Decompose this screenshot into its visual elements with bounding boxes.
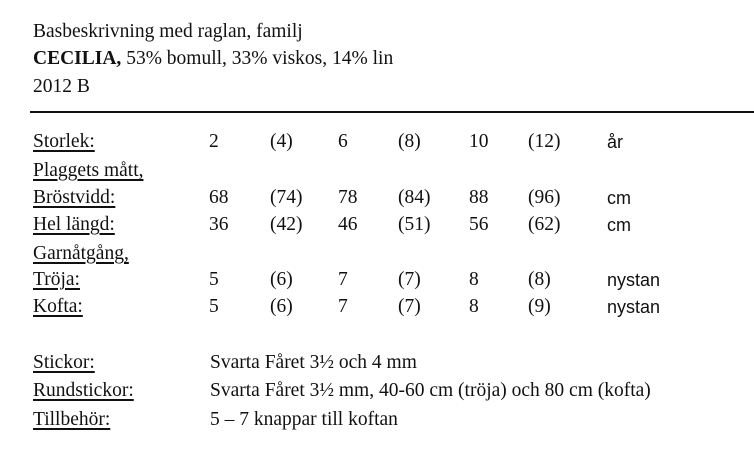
- sweater-row: [0, 267, 754, 293]
- pattern-title: [33, 47, 393, 71]
- yarn-composition: 53% bomull, 33% viskos, 14% lin: [121, 48, 394, 69]
- sweater-label: Tröja:: [33, 269, 80, 290]
- chest-value: (84): [398, 187, 431, 208]
- cardigan-value: (7): [398, 296, 421, 317]
- size-value: (4): [270, 131, 293, 152]
- cardigan-value: 7: [338, 296, 348, 317]
- cardigan-value: 5: [209, 296, 219, 317]
- sweater-value: (7): [398, 269, 421, 290]
- length-value: 46: [338, 214, 358, 235]
- measurements-heading: Plaggets mått,: [33, 160, 144, 181]
- chest-value: 68: [209, 187, 229, 208]
- size-value: (12): [528, 131, 561, 152]
- cardigan-value: (6): [270, 296, 293, 317]
- circular-needles-row: [0, 378, 754, 404]
- size-value: 6: [338, 131, 348, 152]
- needles-value: Svarta Fåret 3½ och 4 mm: [210, 352, 417, 373]
- size-value: 2: [209, 131, 219, 152]
- size-label: Storlek:: [33, 131, 95, 152]
- sweater-value: (8): [528, 269, 551, 290]
- size-row: [0, 129, 754, 155]
- size-value: 10: [469, 131, 489, 152]
- circular-needles-label: Rundstickor:: [33, 380, 134, 401]
- sweater-value: (6): [270, 269, 293, 290]
- sweater-unit: nystan: [607, 270, 661, 290]
- accessories-value: 5 – 7 knappar till koftan: [210, 409, 398, 430]
- sweater-value: 5: [209, 269, 219, 290]
- length-value: (42): [270, 214, 303, 235]
- cardigan-label: Kofta:: [33, 296, 83, 317]
- circular-needles-value: Svarta Fåret 3½ mm, 40-60 cm (tröja) och 80 cm (kofta): [210, 380, 651, 401]
- length-unit: cm: [607, 215, 631, 235]
- size-value: (8): [398, 131, 421, 152]
- cardigan-unit: nystan: [607, 297, 661, 317]
- chest-unit: cm: [607, 188, 631, 208]
- chest-value: (74): [270, 187, 303, 208]
- cardigan-row: [0, 294, 754, 320]
- chest-label: Bröstvidd:: [33, 187, 116, 208]
- sweater-value: 8: [469, 269, 479, 290]
- yarn-heading: Garnåtgång,: [33, 243, 129, 264]
- length-value: (51): [398, 214, 431, 235]
- sweater-value: 7: [338, 269, 348, 290]
- accessories-row: [0, 407, 754, 433]
- needles-label: Stickor:: [33, 352, 95, 373]
- length-value: 36: [209, 214, 229, 235]
- measurements-heading-row: [0, 158, 754, 184]
- chest-value: (96): [528, 187, 561, 208]
- needles-row: [0, 350, 754, 376]
- header-divider: [30, 111, 754, 113]
- length-value: 56: [469, 214, 489, 235]
- pattern-name: CECILIA,: [33, 48, 122, 69]
- yarn-heading-row: [0, 241, 754, 267]
- chest-value: 78: [338, 187, 358, 208]
- accessories-label: Tillbehör:: [33, 409, 111, 430]
- length-label: Hel längd:: [33, 214, 115, 235]
- description-line: Basbeskrivning med raglan, familj: [33, 21, 303, 42]
- pattern-code: 2012 B: [33, 76, 90, 97]
- length-value: (62): [528, 214, 561, 235]
- cardigan-value: 8: [469, 296, 479, 317]
- cardigan-value: (9): [528, 296, 551, 317]
- chest-row: [0, 185, 754, 211]
- chest-value: 88: [469, 187, 489, 208]
- length-row: [0, 212, 754, 238]
- size-unit: år: [607, 132, 624, 152]
